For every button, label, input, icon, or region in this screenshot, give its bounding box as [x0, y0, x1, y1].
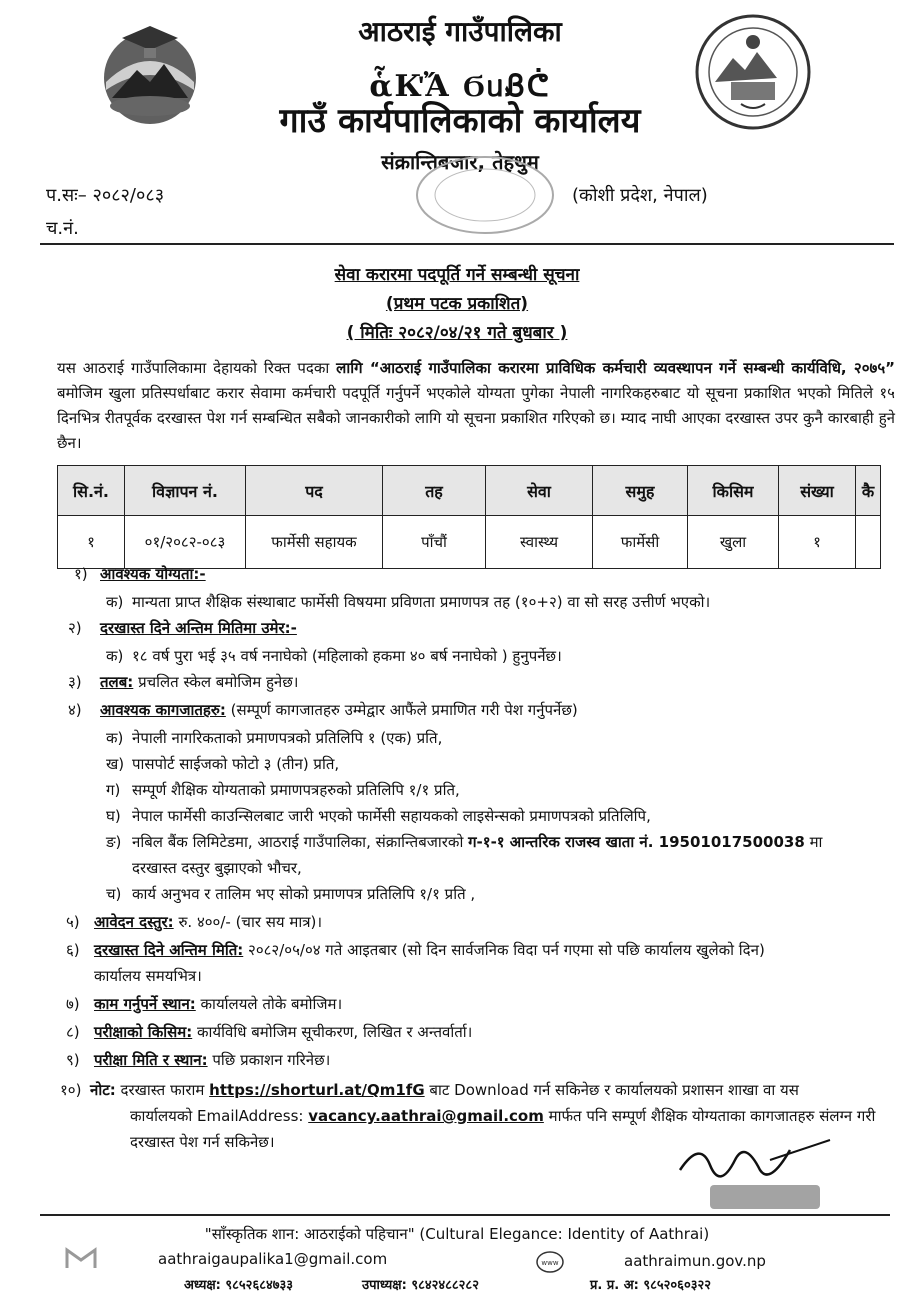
cell-post: फार्मेसी सहायक [246, 516, 383, 569]
doc-item-text: कार्य अनुभव र तालिम भए सोको प्रमाणपत्र प्रतिलिपि १/१ प्रति , [132, 885, 476, 903]
municipality-name: आठराई गाउँपालिका [358, 15, 562, 48]
section-1-number: १) [74, 565, 88, 583]
government-emblem-logo [92, 20, 208, 128]
section-1a-text: मान्यता प्राप्त शैक्षिक संस्थाबाट फार्मेसी विषयमा प्रविणता प्रमाणपत्र तह (१०+२) वा सो सरह उत्तीर्ण भएको। [132, 593, 711, 611]
website-icon [535, 1250, 565, 1274]
col-ad-no: विज्ञापन नं. [125, 466, 246, 516]
section-5-number: ५) [66, 913, 80, 931]
col-post: पद [246, 466, 383, 516]
cell-type: खुला [688, 516, 779, 569]
doc-item-text: नेपाल फार्मेसी काउन्सिलबाट जारी भएको फार्मेसी सहायकको लाइसेन्सको प्रमाणपत्रको प्रतिलिपि, [132, 807, 651, 825]
office-address: संक्रान्तिबजार, तेहथुम [381, 150, 539, 174]
header-divider [40, 243, 894, 245]
section-6-deadline-cont: कार्यालय समयभित्र। [94, 967, 202, 985]
table-header-row [58, 466, 881, 516]
section-7-number: ७) [66, 995, 80, 1013]
section-9-number: ९) [66, 1051, 80, 1069]
notice-date: ( मितिः २०८२/०४/२१ गते बुधबार ) [346, 323, 568, 343]
section-3-salary: तलब: प्रचलित स्केल बमोजिम हुनेछ। [100, 673, 299, 691]
section-2a-label: क) [106, 647, 124, 665]
vacancy-email-link[interactable]: vacancy.aathrai@gmail.com [308, 1107, 544, 1125]
section-7-location: काम गर्नुपर्ने स्थान: कार्यालयले तोके बमोजिम। [94, 995, 343, 1013]
doc-item-bank-voucher-cont: दरखास्त दस्तुर बुझाएको भौचर, [132, 859, 302, 877]
section-4-number: ४) [68, 701, 82, 719]
form-download-link[interactable]: https://shorturl.at/Qm1fG [209, 1081, 425, 1099]
col-group: समुह [593, 466, 688, 516]
vacancy-table [57, 465, 881, 569]
section-5-fee: आवेदन दस्तुर: रु. ४००/- (चार सय मात्र)। [94, 913, 323, 931]
section-8-exam-type: परीक्षाको किसिम: कार्यविधि बमोजिम सूचीकरण, लिखित र अन्तर्वार्ता। [94, 1023, 473, 1041]
section-10-note-end: दरखास्त पेश गर्न सकिनेछ। [130, 1133, 275, 1151]
col-type: किसिम [688, 466, 779, 516]
municipality-seal-logo [693, 12, 813, 132]
cell-remarks [856, 516, 881, 569]
doc-item-label: ङ) [106, 833, 122, 851]
section-3-number: ३) [68, 673, 82, 691]
col-remarks: कै [856, 466, 881, 516]
col-sn: सि.नं. [58, 466, 125, 516]
section-10-note: नोट: दरखास्त फाराम https://shorturl.at/Qm1fG बाट Download गर्न सकिनेछ र कार्यालयको प्रशासन शाखा वा यस [90, 1081, 799, 1099]
doc-item-label: क) [106, 729, 124, 747]
vice-chair-phone: उपाध्यक्ष: ९८४२४८८२८२ [362, 1278, 479, 1293]
cell-service: स्वास्थ्य [486, 516, 593, 569]
footer-divider [40, 1214, 890, 1216]
section-2-title: दरखास्त दिने अन्तिम मितिमा उमेर:- [100, 619, 297, 637]
gmail-icon [64, 1246, 98, 1270]
section-4-documents: आवश्यक कागजातहरु: (सम्पूर्ण कागजातहरु उम्मेद्वार आफैंले प्रमाणित गरी पेश गर्नुपर्नेछ) [100, 701, 578, 719]
section-8-number: ८) [66, 1023, 80, 1041]
section-1-title: आवश्यक योग्यता:- [100, 565, 206, 583]
section-6-number: ६) [66, 941, 80, 959]
dispatch-number: च.नं. [46, 218, 79, 239]
doc-item-bank-voucher: नबिल बैंक लिमिटेडमा, आठराई गाउँपालिका, संक्रान्तिबजारको ग-१-१ आन्तरिक राजस्व खाता नं. 19501017500038 मा [132, 833, 823, 851]
footer-website[interactable]: aathraimun.gov.np [624, 1252, 766, 1270]
notice-title: सेवा करारमा पदपूर्ति गर्ने सम्बन्धी सूचना [334, 265, 580, 285]
section-1a-label: क) [106, 593, 124, 611]
cell-ad-no: ०१/२०८२-०८३ [125, 516, 246, 569]
signature [650, 1130, 850, 1220]
decorative-heading: ἇКᡃἌ ϬᥙᏰᕧ [369, 69, 551, 104]
doc-item-label: च) [106, 885, 122, 903]
col-service: सेवा [486, 466, 593, 516]
reference-number: प.सः– २०८२/०८३ [46, 185, 165, 206]
doc-item-label: ग) [106, 781, 121, 799]
section-6-deadline: दरखास्त दिने अन्तिम मिति: २०८२/०५/०४ गते आइतबार (सो दिन सार्वजनिक विदा पर्न गएमा सो पछि कार्यालय खुलेको दिन) [94, 941, 765, 959]
chair-phone: अध्यक्ष: ९८५२६८४७३३ [184, 1278, 294, 1293]
doc-item-label: ख) [106, 755, 125, 773]
doc-item-text: पासपोर्ट साईजको फोटो ३ (तीन) प्रति, [132, 755, 340, 773]
province-label: (कोशी प्रदेश, नेपाल) [572, 185, 708, 206]
cell-level: पाँचौं [383, 516, 486, 569]
section-2-number: २) [68, 619, 82, 637]
office-name: गाउँ कार्यपालिकाको कार्यालय [279, 101, 641, 141]
col-count: संख्या [779, 466, 856, 516]
cell-count: १ [779, 516, 856, 569]
table-row [58, 516, 881, 569]
intro-paragraph: यस आठराई गाउँपालिकामा देहायको रिक्त पदका लागि “आठराई गाउँपालिका करारमा प्राविधिक कर्मचारी व्यवस्थापन गर्ने सम्बन्धी कार्यविधि, २०७५” बमोजिम खुला प्रतिस्पर्धाबाट करार सेवामा कर्मचारी पदपूर्ति गर्नुपर्ने भएकोले योग्यता पुगेका नेपाली नागरिकहरुबाट यो सूचना प्रकाशित भएको मितिले १५ दिनभित्र रीतपूर्वक दरखास्त पेश गर्न सम्बन्धित सबैको जानकारीको लागि यो सूचना प्रकाशित गरिएको छ। म्याद नाघी आएका दरखास्त उपर कुनै कारबाही हुने छैन। [57, 359, 895, 452]
footer-email[interactable]: aathraigaupalika1@gmail.com [158, 1250, 388, 1268]
cao-phone: प्र. प्र. अ: ९८५२०६०३२२ [590, 1278, 711, 1293]
svg-text:www: www [541, 1259, 559, 1267]
section-9-exam-date: परीक्षा मिति र स्थान: पछि प्रकाशन गरिनेछ। [94, 1051, 331, 1069]
doc-item-text: नेपाली नागरिकताको प्रमाणपत्रको प्रतिलिपि १ (एक) प्रति, [132, 729, 443, 747]
col-level: तह [383, 466, 486, 516]
cell-sn: १ [58, 516, 125, 569]
doc-item-label: घ) [106, 807, 121, 825]
footer-slogan: "साँस्कृतिक शान: आठराईको पहिचान" (Cultural Elegance: Identity of Aathrai) [204, 1225, 710, 1243]
section-10-note-cont: कार्यालयको EmailAddress: vacancy.aathrai@gmail.com मार्फत पनि सम्पूर्ण शैक्षिक योग्यताका कागजातहरु संलग्न गरी [130, 1107, 876, 1125]
cell-group: फार्मेसी [593, 516, 688, 569]
office-stamp [410, 150, 560, 240]
notice-subtitle: (प्रथम पटक प्रकाशित) [385, 294, 529, 314]
section-10-number: १०) [60, 1081, 82, 1099]
section-2a-text: १८ वर्ष पुरा भई ३५ वर्ष ननाघेको (महिलाको हकमा ४० बर्ष ननाघेको ) हुनुपर्नेछ। [132, 647, 562, 665]
doc-item-text: सम्पूर्ण शैक्षिक योग्यताको प्रमाणपत्रहरुको प्रतिलिपि १/१ प्रति, [132, 781, 460, 799]
